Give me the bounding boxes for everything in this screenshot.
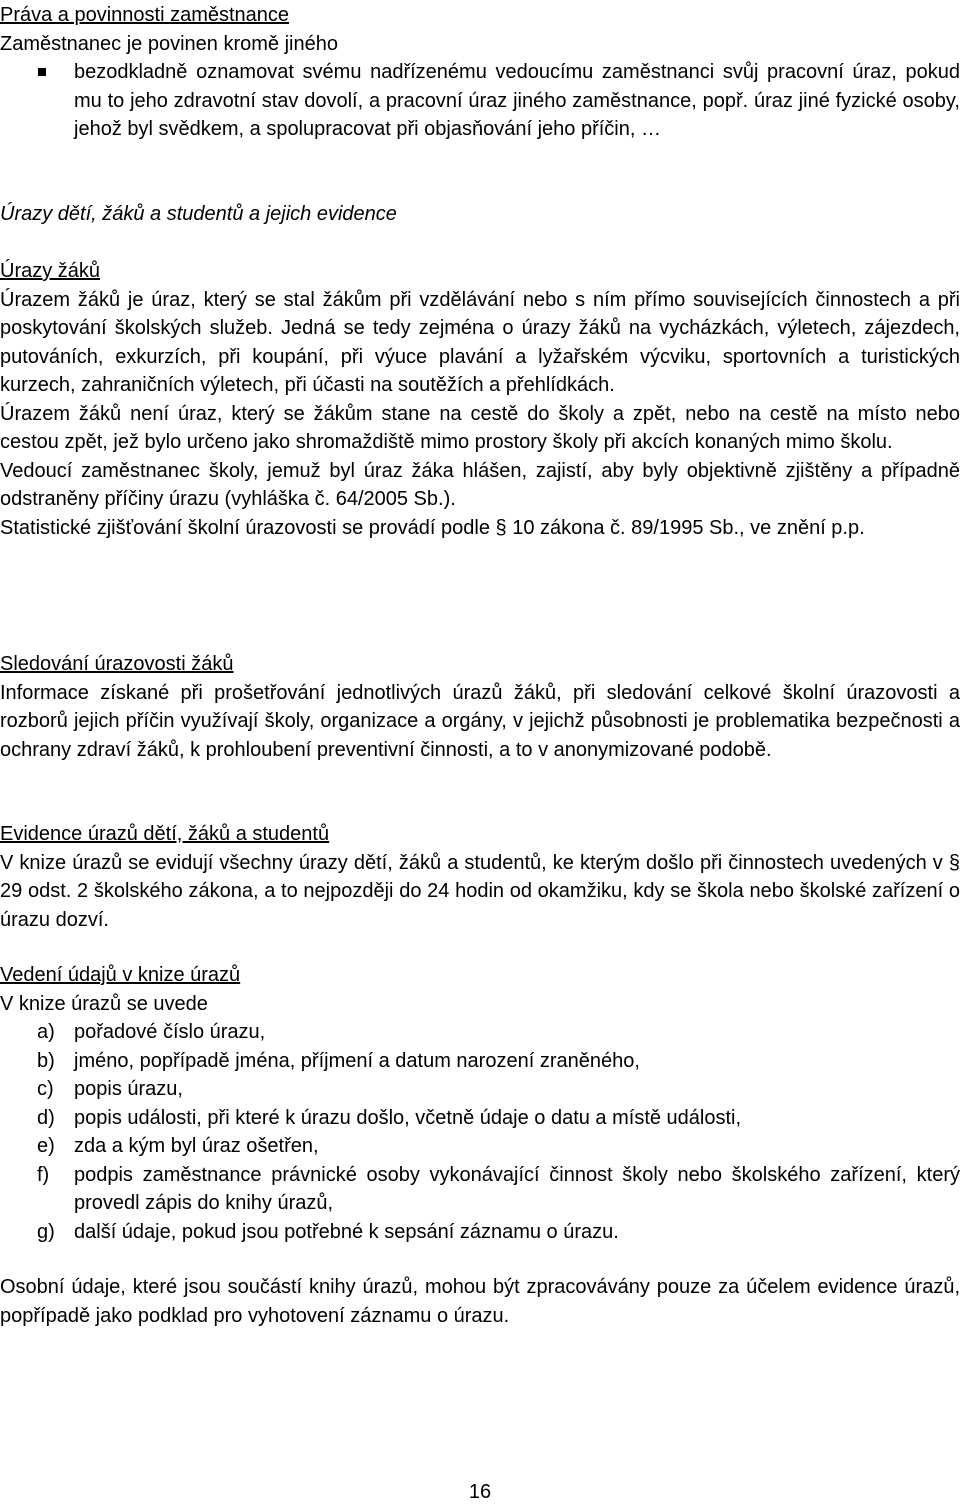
- paragraph: Vedoucí zaměstnanec školy, jemuž byl úraz žáka hlášen, zajistí, aby byly objektivně zjištěny a případně odstraněny příčiny úrazu (vyhláška č. 64/2005 Sb.).: [0, 459, 960, 510]
- list-item-text: zda a kým byl úraz ošetřen,: [74, 1135, 319, 1157]
- list-item-text: popis události, při které k úrazu došlo, včetně údaje o datu a místě události,: [74, 1106, 742, 1129]
- list-marker: a): [37, 1021, 55, 1043]
- list-item: [0, 1047, 960, 1076]
- paragraph: Statistické zjišťování školní úrazovosti se provádí podle § 10 zákona č. 89/1995 Sb., ve znění p.p.: [0, 516, 865, 539]
- list-item: [0, 1132, 960, 1161]
- list-marker: f): [37, 1163, 50, 1186]
- list-marker: g): [37, 1220, 55, 1243]
- section-heading: Evidence úrazů dětí, žáků a studentů: [0, 823, 330, 845]
- section-pupil-injuries: [0, 257, 960, 542]
- paragraph: Osobní údaje, které jsou součástí knihy úrazů, mohou být zpracovávány pouze za účelem evidence úrazů, popřípadě jako podklad pro vyhotovení záznamu o úrazu.: [0, 1276, 960, 1327]
- section-child-injuries: [0, 200, 960, 229]
- paragraph: Zaměstnanec je povinen kromě jiného: [0, 32, 338, 55]
- section-heading: Úrazy žáků: [0, 260, 101, 282]
- list-marker: e): [37, 1135, 55, 1157]
- list-item-text: jméno, popřípadě jména, příjmení a datum narození zraněného,: [74, 1049, 640, 1072]
- section-employee-rights: [0, 1, 960, 144]
- list-item: [0, 1018, 960, 1047]
- paragraph: V knize úrazů se evidují všechny úrazy dětí, žáků a studentů, ke kterým došlo při činnostech uvedených v § 29 odst. 2 školského zákona, a to nejpozději do 24 hodin od okamžiku, kdy se škola nebo školské zařízení o úrazu dozví.: [0, 851, 960, 931]
- list-item: [0, 1104, 960, 1133]
- list-item-text: podpis zaměstnance právnické osoby vykonávající činnost školy nebo školského zařízení, který provedl zápis do knihy úrazů,: [74, 1163, 960, 1214]
- section-heading: Vedení údajů v knize úrazů: [0, 964, 241, 986]
- paragraph: Úrazem žáků není úraz, který se žákům stane na cestě do školy a zpět, nebo na cestě na místo nebo cestou zpět, jež bylo určeno jako shromaždiště mimo prostory školy při akcích konaných mimo školu.: [0, 402, 960, 453]
- list-item: [0, 1075, 960, 1104]
- list-marker: b): [37, 1049, 55, 1072]
- section-injury-monitoring: [0, 650, 960, 764]
- list-item: [0, 1218, 960, 1247]
- section-injury-records: [0, 820, 960, 934]
- list-item-text: popis úrazu,: [74, 1078, 183, 1100]
- section-heading: Úrazy dětí, žáků a studentů a jejich evidence: [0, 203, 397, 225]
- list-item: [0, 1161, 960, 1218]
- section-closing: [0, 1273, 960, 1330]
- section-injury-book: [0, 961, 960, 1246]
- list-item-text: další údaje, pokud jsou potřebné k sepsání záznamu o úrazu.: [74, 1220, 619, 1243]
- square-bullet-icon: [38, 68, 46, 76]
- paragraph: Informace získané při prošetřování jednotlivých úrazů žáků, při sledování celkové školní úrazovosti a rozborů jejich příčin využívají školy, organizace a orgány, v jejichž působnosti je problematika bezpečnosti a ochrany zdraví žáků, k prohloubení preventivní činnosti, a to v anonymizované podobě.: [0, 681, 960, 761]
- section-heading: Sledování úrazovosti žáků: [0, 653, 234, 675]
- list-marker: c): [37, 1078, 54, 1100]
- list-item-text: pořadové číslo úrazu,: [74, 1021, 266, 1043]
- list-marker: d): [37, 1106, 55, 1129]
- bullet-item: [0, 58, 960, 144]
- paragraph: Úrazem žáků je úraz, který se stal žákům při vzdělávání nebo s ním přímo souvisejících činnostech a při poskytování školských služeb. Jedná se tedy zejména o úrazy žáků na vycházkách, výletech, zájezdech, putováních, exkurzích, při koupání, při výuce plavání a lyžařském výcviku, sportovních a turistických kurzech, zahraničních výletech, při účasti na soutěžích a přehlídkách.: [0, 288, 960, 396]
- page-number: 16: [468, 1481, 492, 1503]
- section-heading: Práva a povinnosti zaměstnance: [0, 4, 290, 26]
- bullet-text: bezodkladně oznamovat svému nadřízenému vedoucímu zaměstnanci svůj pracovní úraz, pokud mu to jeho zdravotní stav dovolí, a pracovní úraz jiného zaměstnance, popř. úraz jiné fyzické osoby, jehož byl svědkem, a spolupracovat při objasňování jeho příčin, …: [74, 61, 960, 140]
- paragraph: V knize úrazů se uvede: [0, 992, 208, 1015]
